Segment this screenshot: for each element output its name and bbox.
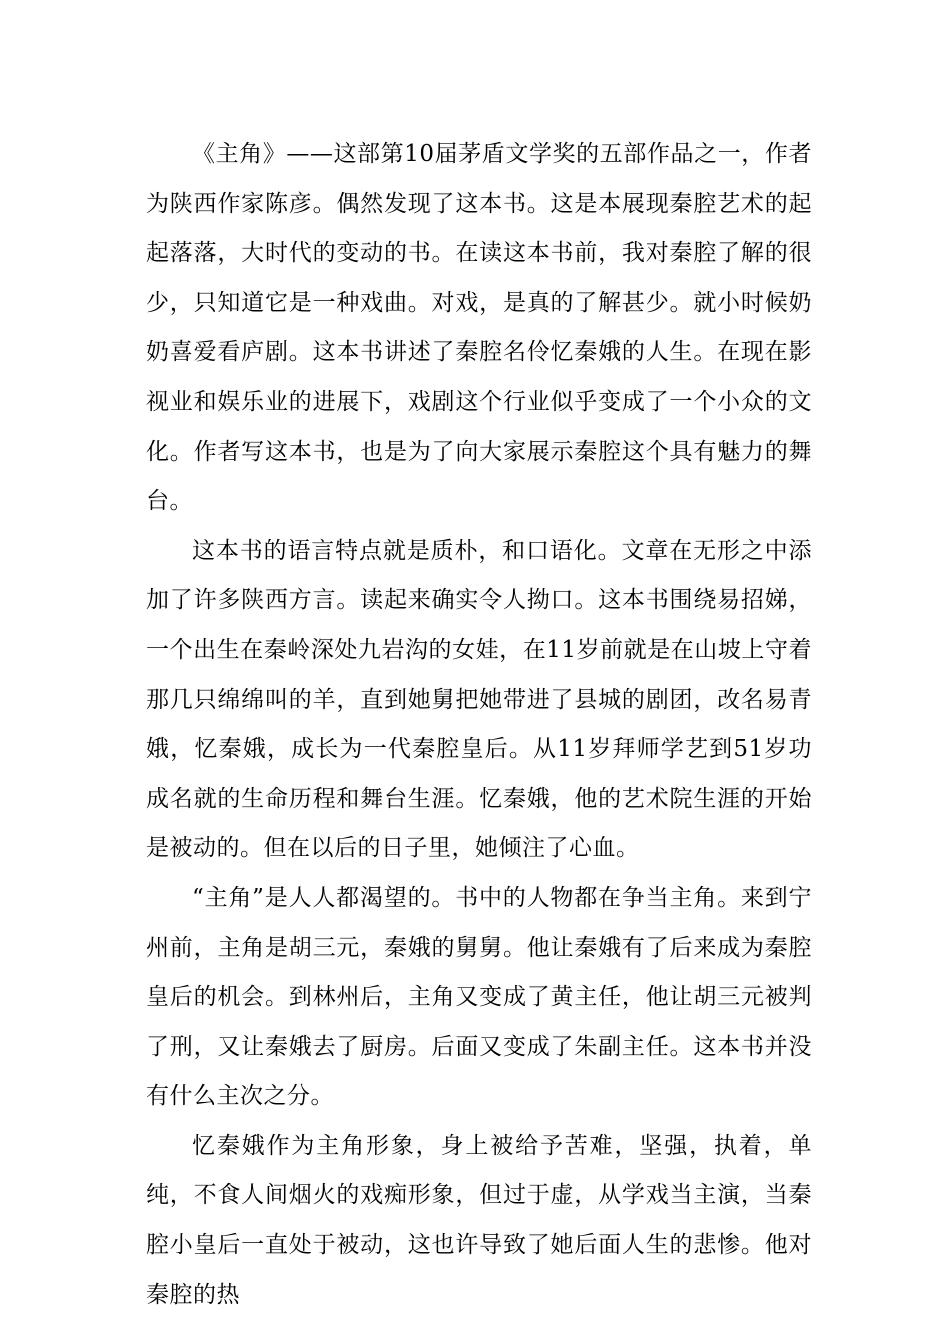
paragraph-3: “主角”是人人都渴望的。书中的人物都在争当主角。来到宁州前，主角是胡三元，秦娥的舅舅。他让秦娥有了后来成为秦腔皇后的机会。到林州后，主角又变成了黄主任，他让胡三元被判了刑，又让秦娥去了厨房。后面又变成了朱副主任。这本书并没有什么主次之分。 xyxy=(146,884,812,1110)
document-body xyxy=(146,130,812,1320)
paragraph-2: 这本书的语言特点就是质朴，和口语化。文章在无形之中添加了许多陕西方言。读起来确实令人拗口。这本书围绕易招娣，一个出生在秦岭深处九岩沟的女娃，在11岁前就是在山坡上守着那几只绵绵叫的羊，直到她舅把她带进了县城的剧团，改名易青娥，忆秦娥，成长为一代秦腔皇后。从11岁拜师学艺到51岁功成名就的生命历程和舞台生涯。忆秦娥，他的艺术院生涯的开始是被动的。但在以后的日子里，她倾注了心血。 xyxy=(146,537,812,862)
paragraph-4: 忆秦娥作为主角形象，身上被给予苦难，坚强，执着，单纯，不食人间烟火的戏痴形象，但过于虚，从学戏当主演，当秦腔小皇后一直处于被动，这也许导致了她后面人生的悲惨。他对秦腔的热 xyxy=(146,1132,812,1308)
paragraph-1: 《主角》——这部第10届茅盾文学奖的五部作品之一，作者为陕西作家陈彦。偶然发现了这本书。这是本展现秦腔艺术的起起落落，大时代的变动的书。在读这本书前，我对秦腔了解的很少，只知道它是一种戏曲。对戏，是真的了解甚少。就小时候奶奶喜爱看庐剧。这本书讲述了秦腔名伶忆秦娥的人生。在现在影视业和娱乐业的进展下，戏剧这个行业似乎变成了一个小众的文化。作者写这本书，也是为了向大家展示秦腔这个具有魅力的舞台。 xyxy=(146,141,812,515)
